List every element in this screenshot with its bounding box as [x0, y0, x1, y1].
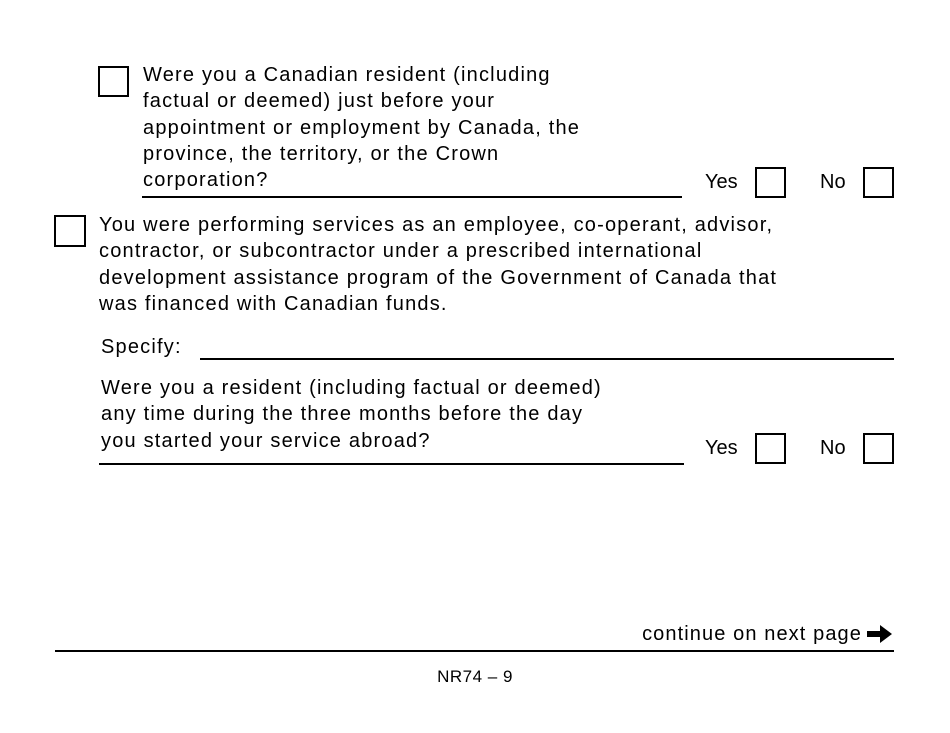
page-number: NR74 – 9 — [437, 667, 513, 686]
q1-underline — [142, 196, 682, 198]
q2-checkbox[interactable] — [54, 215, 86, 247]
q1-text — [143, 62, 580, 193]
q3-no-label: No — [820, 437, 846, 459]
footer-divider — [55, 650, 894, 652]
q3-text — [101, 375, 602, 454]
q3-yes-checkbox[interactable] — [755, 433, 786, 464]
q3-underline — [99, 463, 684, 465]
q1-yes-label: Yes — [705, 171, 738, 193]
q1-line: corporation? — [143, 169, 269, 192]
q2-line: contractor, or subcontractor under a prescribed international — [99, 240, 703, 263]
continue-note — [642, 621, 894, 647]
q2-line: was financed with Canadian funds. — [99, 292, 448, 315]
q2-text — [99, 212, 777, 317]
q2-line: You were performing services as an employee, co-operant, advisor, — [99, 214, 774, 236]
q3-line: any time during the three months before the day — [101, 403, 584, 426]
continue-text: continue on next page — [642, 623, 862, 645]
q1-yes-checkbox[interactable] — [755, 167, 786, 198]
specify-label: Specify: — [101, 336, 182, 358]
q1-line: Were you a Canadian resident (including — [143, 64, 551, 86]
q1-no-checkbox[interactable] — [863, 167, 894, 198]
q1-no-label: No — [820, 171, 846, 193]
arrow-right-icon — [866, 623, 894, 645]
q1-line: factual or deemed) just before your — [143, 90, 496, 113]
q2-line: development assistance program of the Government of Canada that — [99, 266, 778, 289]
q1-line: appointment or employment by Canada, the — [143, 116, 581, 139]
q3-yes-label: Yes — [705, 437, 738, 459]
q3-no-checkbox[interactable] — [863, 433, 894, 464]
q3-line: Were you a resident (including factual or deemed) — [101, 377, 602, 399]
specify-underline — [200, 358, 894, 360]
q3-line: you started your service abroad? — [101, 429, 431, 452]
specify-input[interactable] — [200, 334, 894, 360]
q1-line: province, the territory, or the Crown — [143, 142, 500, 165]
q1-checkbox[interactable] — [98, 66, 129, 97]
